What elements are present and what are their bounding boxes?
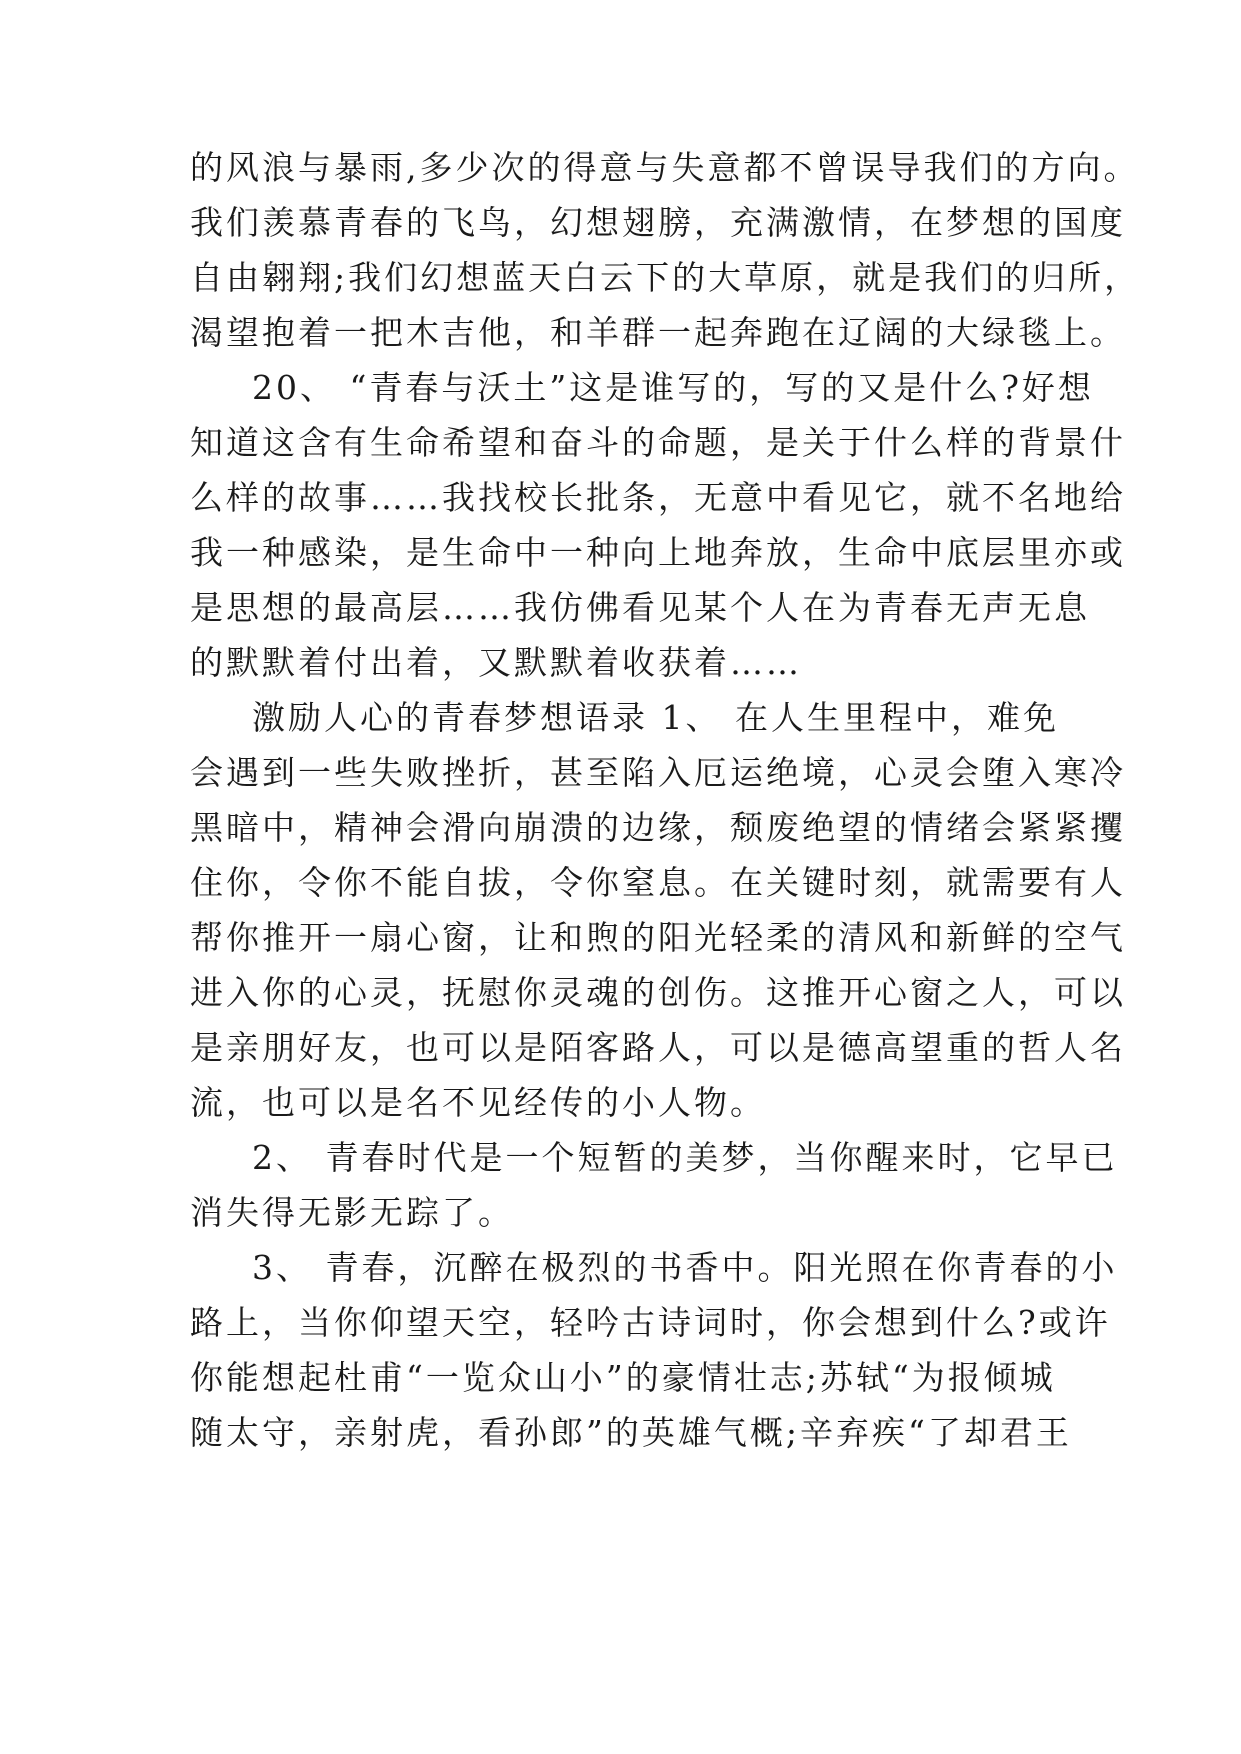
text-line: 自由翱翔;我们幻想蓝天白云下的大草原，就是我们的归所， — [190, 258, 1141, 297]
text-line: 路上，当你仰望天空，轻吟古诗词时，你会想到什么?或许 — [190, 1303, 1111, 1342]
paragraph-start-line: 3、 青春，沉醉在极烈的书香中。阳光照在你青春的小 — [252, 1248, 1118, 1287]
text-line: 我一种感染，是生命中一种向上地奔放，生命中底层里亦或 — [190, 533, 1126, 572]
text-line: 你能想起杜甫“一览众山小”的豪情壮志;苏轼“为报倾城 — [190, 1358, 1056, 1397]
paragraph-start-line: 2、 青春时代是一个短暂的美梦，当你醒来时，它早已 — [252, 1138, 1118, 1177]
text-line: 流，也可以是名不见经传的小人物。 — [190, 1083, 766, 1122]
paragraph-start-line: 20、 “青春与沃土”这是谁写的，写的又是什么?好想 — [252, 368, 1094, 407]
text-line: 的默默着付出着，又默默着收获着…… — [190, 643, 802, 682]
text-line: 我们羡慕青春的飞鸟，幻想翅膀，充满激情，在梦想的国度 — [190, 203, 1126, 242]
text-line: 是亲朋好友，也可以是陌客路人，可以是德高望重的哲人名 — [190, 1028, 1126, 1067]
text-line: 黑暗中，精神会滑向崩溃的边缘，颓废绝望的情绪会紧紧攫 — [190, 808, 1126, 847]
text-line: 帮你推开一扇心窗，让和煦的阳光轻柔的清风和新鲜的空气 — [190, 918, 1126, 957]
text-line: 是思想的最高层……我仿佛看见某个人在为青春无声无息 — [190, 588, 1090, 627]
text-line: 消失得无影无踪了。 — [190, 1193, 514, 1232]
text-line: 的风浪与暴雨,多少次的得意与失意都不曾误导我们的方向。 — [190, 148, 1140, 187]
text-line: 知道这含有生命希望和奋斗的命题，是关于什么样的背景什 — [190, 423, 1126, 462]
text-line: 渴望抱着一把木吉他，和羊群一起奔跑在辽阔的大绿毯上。 — [190, 313, 1126, 352]
text-line: 住你，令你不能自拔，令你窒息。在关键时刻，就需要有人 — [190, 863, 1126, 902]
paragraph-start-line: 激励人心的青春梦想语录 1、 在人生里程中，难免 — [252, 698, 1059, 737]
text-line: 随太守，亲射虎，看孙郎”的英雄气概;辛弃疾“了却君王 — [190, 1413, 1072, 1452]
text-line: 会遇到一些失败挫折，甚至陷入厄运绝境，心灵会堕入寒冷 — [190, 753, 1126, 792]
text-line: 进入你的心灵，抚慰你灵魂的创伤。这推开心窗之人，可以 — [190, 973, 1126, 1012]
text-line: 么样的故事……我找校长批条，无意中看见它，就不名地给 — [190, 478, 1126, 517]
